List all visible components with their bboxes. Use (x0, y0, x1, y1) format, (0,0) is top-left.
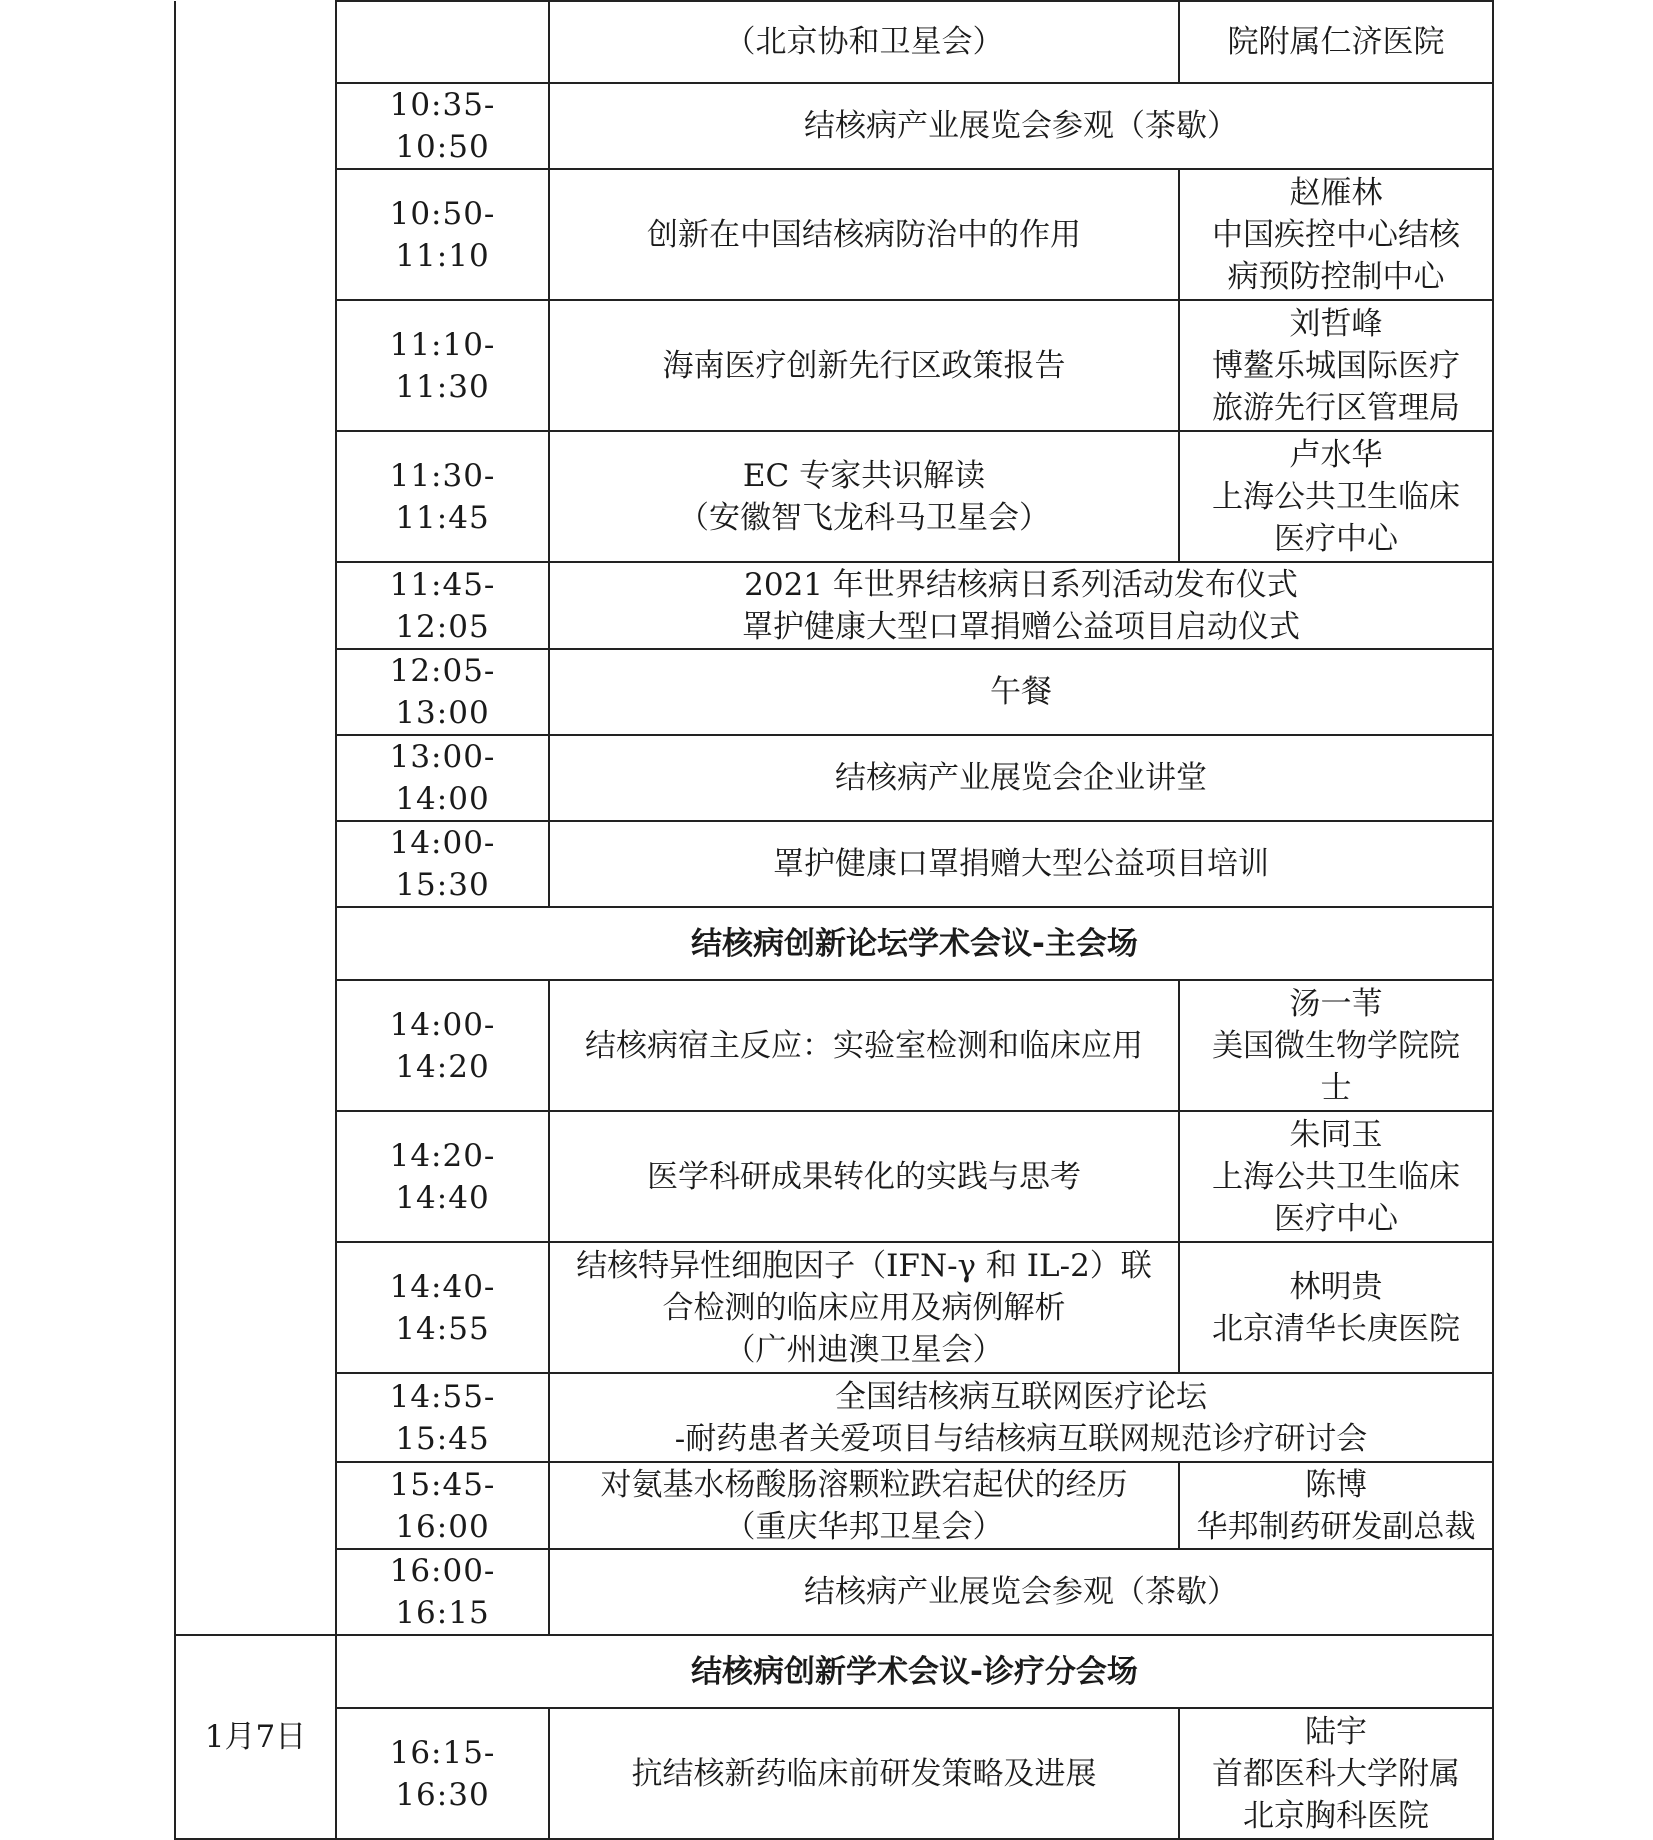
topic-line: （安徽智飞龙科马卫星会） (678, 499, 1050, 536)
topic-line: EC 专家共识解读 (742, 457, 986, 494)
topic-line: 对氨基水杨酸肠溶颗粒跌宕起伏的经历 (600, 1466, 1128, 1503)
time-cell: 10:35-10:50 (336, 83, 549, 169)
time-cell: 15:45-16:00 (336, 1462, 549, 1549)
speaker-line: 医疗中心 (1274, 1200, 1398, 1237)
time-cell (336, 1, 549, 83)
topic-line: （广州迪澳卫星会） (724, 1331, 1004, 1368)
speaker-cell (1179, 1708, 1493, 1839)
topic-cell (549, 735, 1493, 821)
topic-line: 结核病产业展览会参观（茶歇） (804, 1574, 1238, 1610)
table-row (175, 1, 1493, 83)
speaker-line: 美国微生物学院院 (1212, 1027, 1460, 1064)
topic-line: 结核特异性细胞因子（IFN-γ 和 IL-2）联 (576, 1247, 1152, 1284)
speaker-cell (1179, 169, 1493, 300)
table-row (175, 1242, 1493, 1373)
table-row (175, 1111, 1493, 1242)
topic-line: 结核病产业展览会企业讲堂 (835, 760, 1207, 796)
table-row (175, 980, 1493, 1111)
topic-cell (549, 562, 1493, 649)
time-cell: 11:10-11:30 (336, 300, 549, 431)
table-row (175, 83, 1493, 169)
time-cell: 12:05-13:00 (336, 649, 549, 735)
agenda-table (174, 0, 1494, 1840)
time-cell: 14:00-14:20 (336, 980, 549, 1111)
topic-line: 结核病产业展览会参观（茶歇） (804, 108, 1238, 144)
topic-cell (549, 1373, 1493, 1462)
speaker-line: 中国疾控中心结核 (1212, 216, 1460, 253)
time-cell: 10:50-11:10 (336, 169, 549, 300)
topic-cell (549, 980, 1179, 1111)
topic-cell (549, 1111, 1179, 1242)
time-cell: 13:00-14:00 (336, 735, 549, 821)
topic-line: 创新在中国结核病防治中的作用 (647, 216, 1081, 253)
time-cell: 11:30-11:45 (336, 431, 549, 562)
table-row (175, 562, 1493, 649)
speaker-line: 陆宇 (1305, 1713, 1367, 1750)
speaker-cell (1179, 980, 1493, 1111)
speaker-line: 朱同玉 (1289, 1116, 1383, 1153)
table-row (175, 1708, 1493, 1839)
date-cell-blank (175, 1, 336, 1635)
topic-cell (549, 1708, 1179, 1839)
speaker-line: 博鳌乐城国际医疗 (1212, 347, 1460, 384)
table-row (175, 735, 1493, 821)
section-heading: 结核病创新论坛学术会议-主会场 (336, 907, 1493, 980)
section-heading-row (175, 1635, 1493, 1708)
speaker-cell (1179, 1, 1493, 83)
topic-cell (549, 649, 1493, 735)
speaker-cell (1179, 431, 1493, 562)
date-cell: 1月7日 (175, 1635, 336, 1839)
topic-line: 结核病宿主反应：实验室检测和临床应用 (585, 1027, 1143, 1064)
topic-line: （北京协和卫星会） (724, 24, 1004, 60)
speaker-line: 院附属仁济医院 (1227, 24, 1445, 60)
topic-line: 全国结核病互联网医疗论坛 (835, 1378, 1207, 1415)
topic-line: 医学科研成果转化的实践与思考 (647, 1158, 1081, 1195)
topic-line: 抗结核新药临床前研发策略及进展 (631, 1755, 1097, 1792)
topic-line: 罩护健康大型口罩捐赠公益项目启动仪式 (742, 608, 1300, 645)
speaker-line: 北京清华长庚医院 (1212, 1310, 1460, 1347)
time-cell: 14:00-15:30 (336, 821, 549, 907)
table-row (175, 821, 1493, 907)
table-row (175, 1373, 1493, 1462)
table-row (175, 649, 1493, 735)
table-row (175, 300, 1493, 431)
speaker-line: 上海公共卫生临床 (1212, 478, 1460, 515)
topic-line: 海南医疗创新先行区政策报告 (662, 347, 1066, 384)
table-row (175, 1549, 1493, 1635)
topic-line: -耐药患者关爱项目与结核病互联网规范诊疗研讨会 (674, 1420, 1368, 1457)
topic-cell (549, 1462, 1179, 1549)
topic-cell (549, 1549, 1493, 1635)
speaker-line: 北京胸科医院 (1243, 1797, 1429, 1834)
speaker-line: 汤一苇 (1289, 985, 1383, 1022)
time-cell: 14:20-14:40 (336, 1111, 549, 1242)
speaker-cell (1179, 1242, 1493, 1373)
topic-cell (549, 821, 1493, 907)
speaker-line: 医疗中心 (1274, 520, 1398, 557)
speaker-line: 华邦制药研发副总裁 (1196, 1508, 1476, 1545)
table-row (175, 1462, 1493, 1549)
time-cell: 16:00-16:15 (336, 1549, 549, 1635)
speaker-cell (1179, 1111, 1493, 1242)
speaker-line: 旅游先行区管理局 (1212, 389, 1460, 426)
time-cell: 16:15-16:30 (336, 1708, 549, 1839)
topic-cell (549, 83, 1493, 169)
topic-line: 2021 年世界结核病日系列活动发布仪式 (744, 566, 1298, 603)
speaker-line: 士 (1320, 1069, 1352, 1106)
table-row (175, 169, 1493, 300)
speaker-line: 上海公共卫生临床 (1212, 1158, 1460, 1195)
topic-line: 罩护健康口罩捐赠大型公益项目培训 (773, 846, 1269, 882)
topic-cell (549, 300, 1179, 431)
topic-line: 午餐 (990, 674, 1052, 710)
speaker-line: 陈博 (1305, 1466, 1367, 1503)
time-cell: 14:55-15:45 (336, 1373, 549, 1462)
speaker-line: 林明贵 (1289, 1268, 1383, 1305)
speaker-cell (1179, 1462, 1493, 1549)
table-row (175, 431, 1493, 562)
topic-cell (549, 169, 1179, 300)
speaker-line: 首都医科大学附属 (1212, 1755, 1460, 1792)
section-heading-row (175, 907, 1493, 980)
speaker-line: 刘哲峰 (1289, 305, 1383, 342)
speaker-line: 病预防控制中心 (1227, 258, 1445, 295)
time-cell: 14:40-14:55 (336, 1242, 549, 1373)
topic-line: 合检测的临床应用及病例解析 (662, 1289, 1066, 1326)
topic-cell (549, 1242, 1179, 1373)
topic-line: （重庆华邦卫星会） (724, 1508, 1004, 1545)
time-cell: 11:45-12:05 (336, 562, 549, 649)
topic-cell (549, 431, 1179, 562)
speaker-cell (1179, 300, 1493, 431)
speaker-line: 卢水华 (1289, 436, 1383, 473)
section-heading: 结核病创新学术会议-诊疗分会场 (336, 1635, 1493, 1708)
topic-cell (549, 1, 1179, 83)
speaker-line: 赵雁林 (1289, 174, 1383, 211)
